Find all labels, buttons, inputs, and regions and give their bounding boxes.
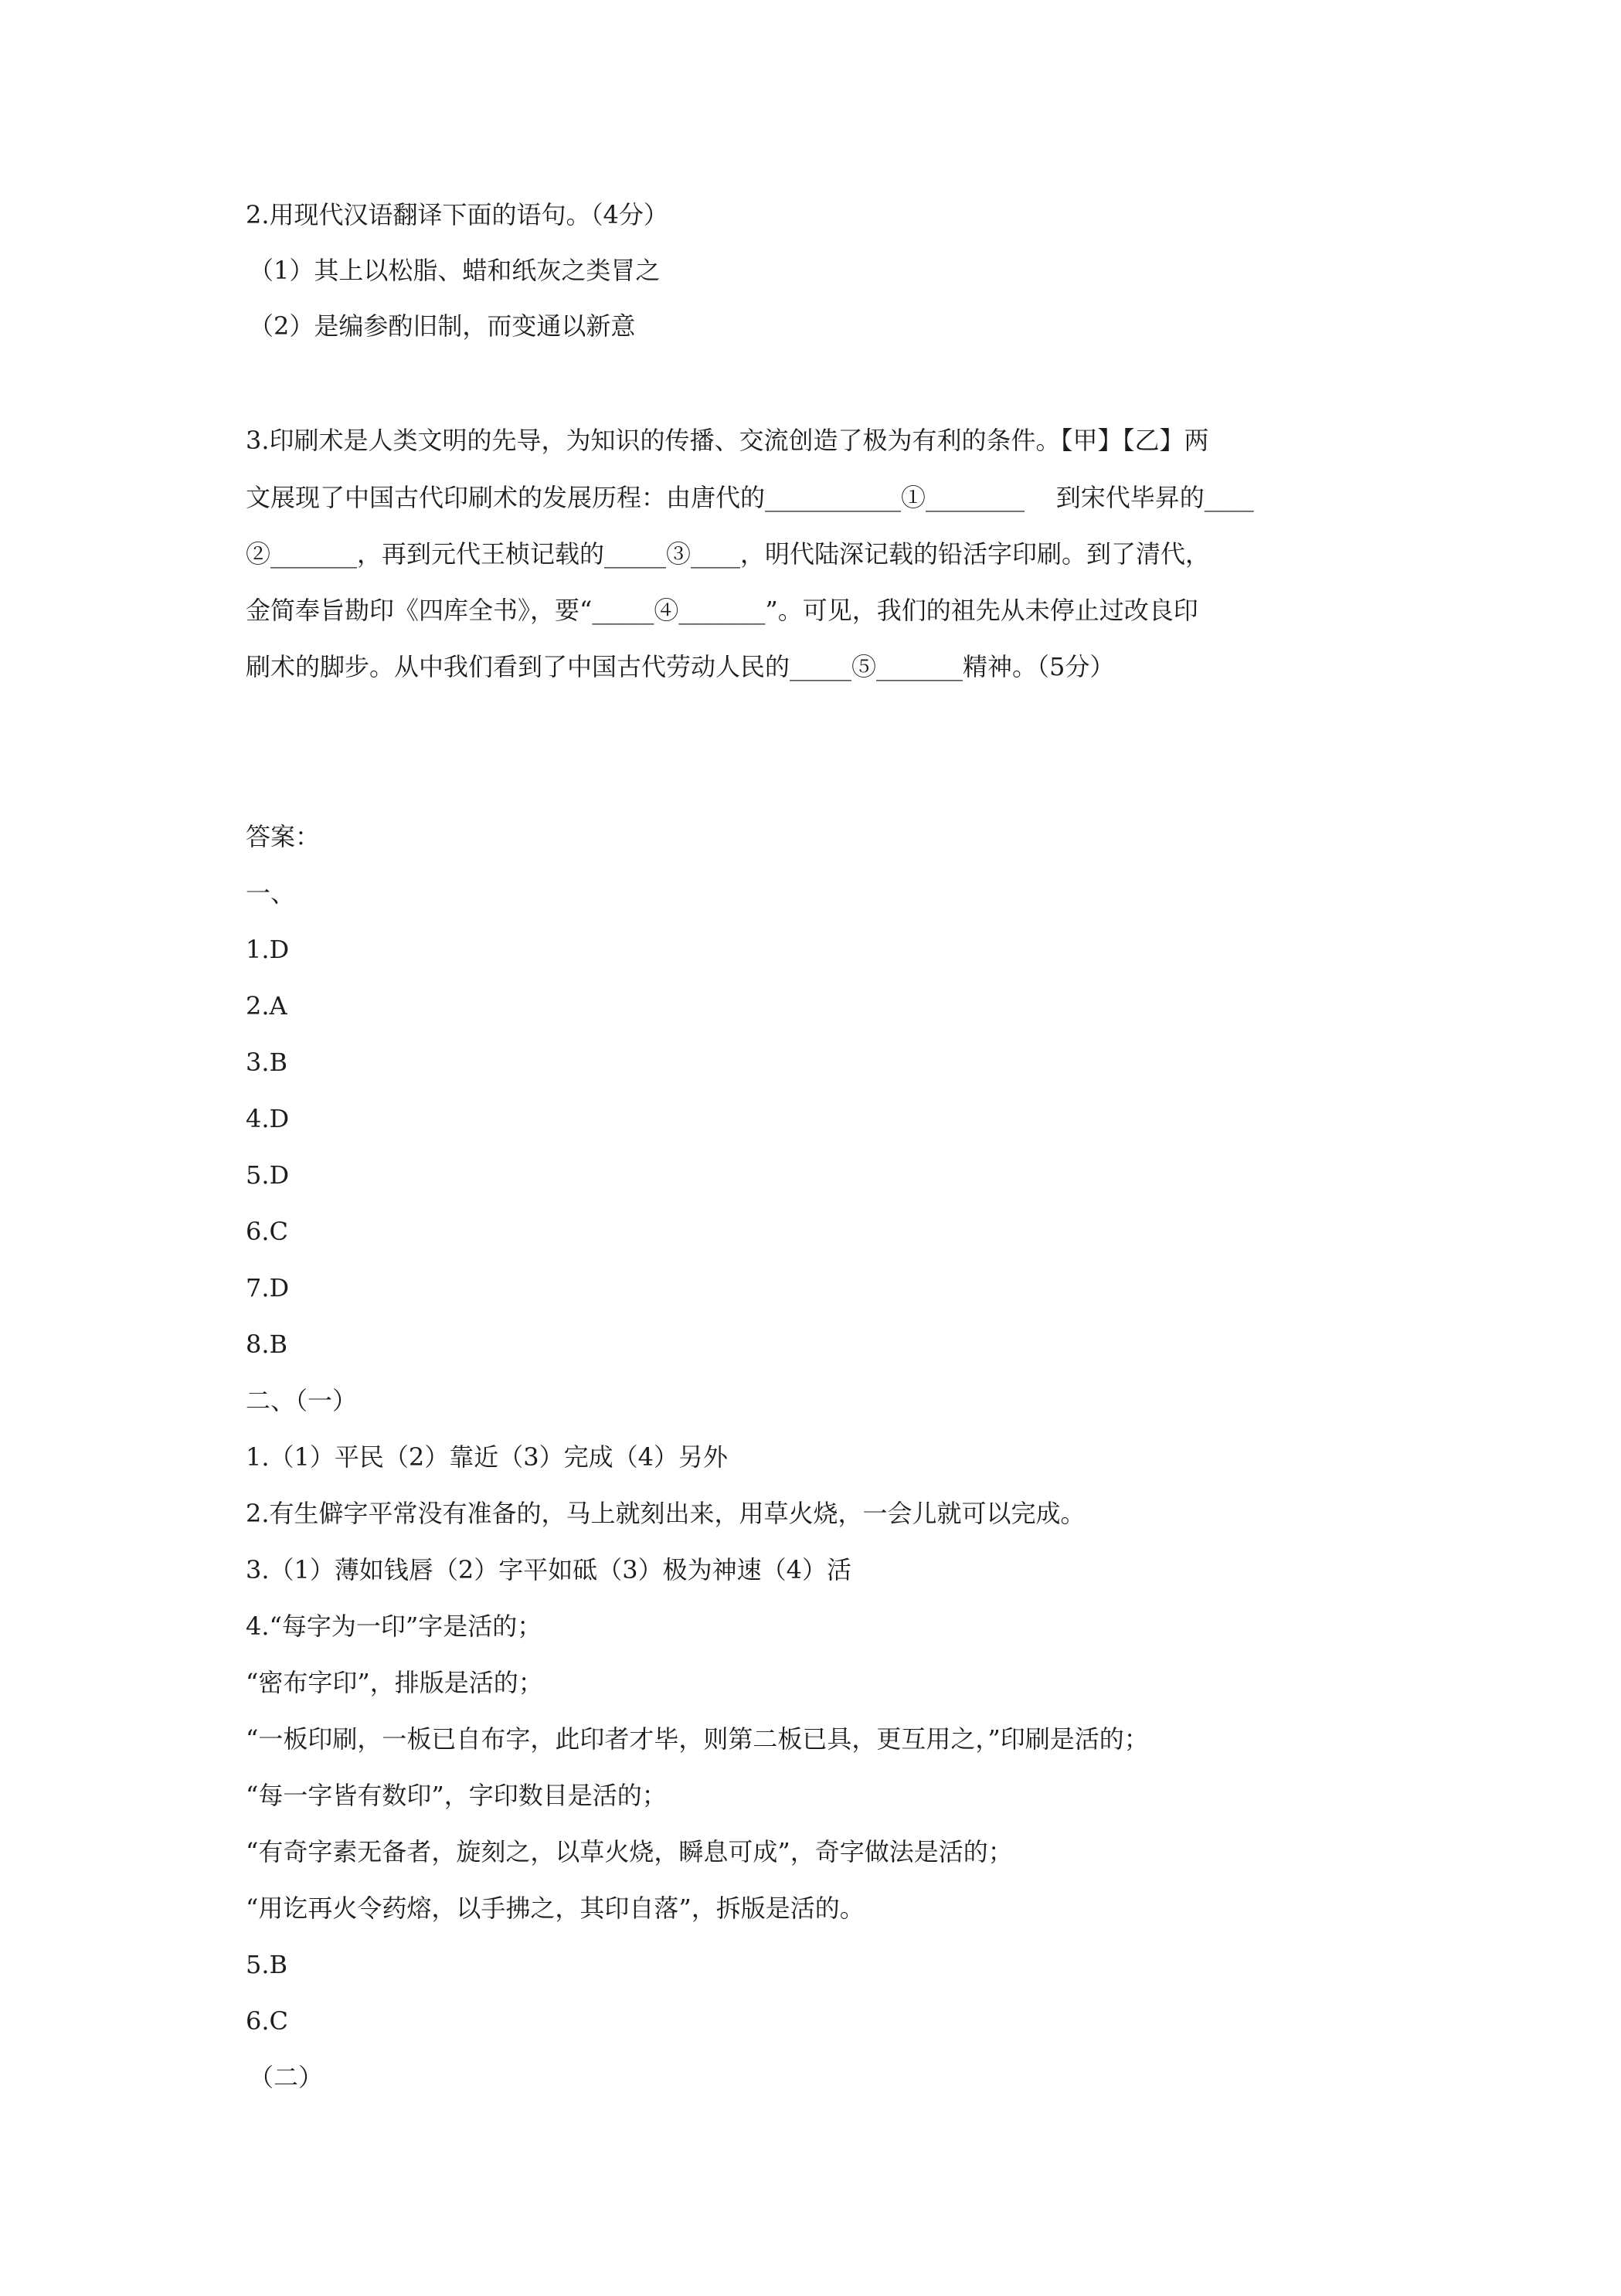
part-2-answer-6: 6.C <box>246 2006 289 2036</box>
part-3-heading: （二） <box>249 2063 324 2092</box>
part-2-answer-4-line-4: “每一字皆有数印”，字印数目是活的； <box>246 1781 667 1810</box>
part-2-answer-5: 5.B <box>246 1950 288 1979</box>
part-1-heading: 一、 <box>246 878 296 908</box>
part-2-answer-1: 1.（1）平民（2）靠近（3）完成（4）另外 <box>246 1442 728 1472</box>
answers-heading: 答案： <box>246 822 321 851</box>
part-1-answer-8: 8.B <box>246 1330 288 1359</box>
question-3-line-1: 3.印刷术是人类文明的先导，为知识的传播、交流创造了极为有利的条件。【甲】【乙】两 <box>246 426 1209 455</box>
question-2-item-2: （2）是编参酌旧制，而变通以新意 <box>249 311 636 341</box>
question-2-title: 2.用现代汉语翻译下面的语句。（4分） <box>246 200 668 229</box>
part-2-answer-4-line-6: “用讫再火令药熔，以手拂之，其印自落”，拆版是活的。 <box>246 1894 865 1923</box>
question-3-line-5: 刷术的脚步。从中我们看到了中国古代劳动人民的_____⑤_______精神。（5分） <box>246 652 1115 681</box>
part-2-answer-2: 2.有生僻字平常没有准备的，马上就刻出来，用草火烧，一会儿就可以完成。 <box>246 1499 1086 1528</box>
question-3-line-3: ②_______，再到元代王桢记载的_____③____，明代陆深记载的铅活字印刷。到了清代， <box>246 539 1211 569</box>
part-2-answer-4-line-3: “一板印刷，一板已自布字，此印者才毕，则第二板已具，更互用之，”印刷是活的； <box>246 1724 1149 1754</box>
part-1-answer-4: 4.D <box>246 1104 290 1133</box>
part-2-answer-4-line-5: “有奇字素无备者，旋刻之，以草火烧，瞬息可成”，奇字做法是活的； <box>246 1837 1013 1866</box>
part-1-answer-1: 1.D <box>246 935 290 964</box>
part-2-heading: 二、（一） <box>246 1386 358 1415</box>
question-2-item-1: （1）其上以松脂、蜡和纸灰之类冒之 <box>249 256 661 285</box>
part-1-answer-3: 3.B <box>246 1048 288 1077</box>
part-1-answer-2: 2.A <box>246 991 287 1021</box>
part-2-answer-4: 4.“每字为一印”字是活的； <box>246 1612 542 1641</box>
question-3-line-2: 文展现了中国古代印刷术的发展历程：由唐代的___________①________ 到宋代毕昇的____ <box>246 483 1254 512</box>
part-1-answer-7: 7.D <box>246 1273 290 1303</box>
question-3-line-4: 金简奉旨勘印《四库全书》，要“_____④_______”。可见，我们的祖先从未停止过改良印 <box>246 596 1198 625</box>
part-2-answer-4-line-2: “密布字印”，排版是活的； <box>246 1668 543 1697</box>
part-1-answer-6: 6.C <box>246 1217 289 1246</box>
part-1-answer-5: 5.D <box>246 1160 290 1190</box>
part-2-answer-3: 3.（1）薄如钱唇（2）字平如砥（3）极为神速（4）活 <box>246 1555 851 1584</box>
